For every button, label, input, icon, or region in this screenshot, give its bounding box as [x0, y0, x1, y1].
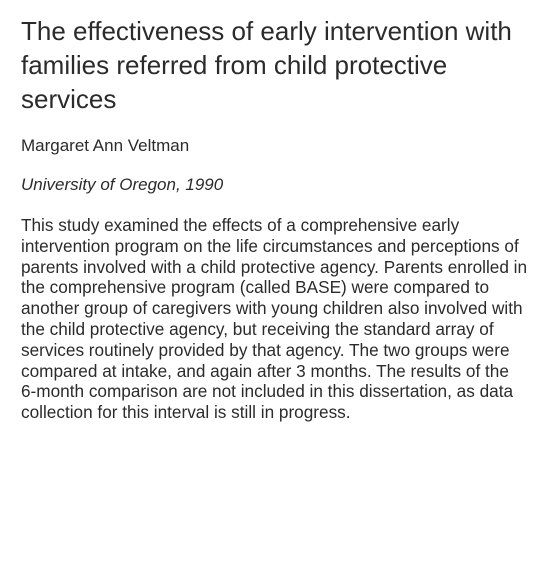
author-name: Margaret Ann Veltman: [21, 136, 190, 155]
abstract-text: This study examined the effects of a comprehensive early intervention program on the life circumstances and perceptions of parents involved with a child protective agency. Parents enrolled in the comprehensive program (called BASE) were compared to another group of caregivers with young children also involved with the child protective agency, but receiving the standard array of services routinely provided by that agency. The two groups were compared at intake, and again after 3 months. The results of the 6-month comparison are not included in this dissertation, as data collection for this interval is still in progress.: [21, 215, 528, 423]
paper-title: The effectiveness of early intervention with families referred from child protective services: [21, 16, 512, 114]
institution-year: University of Oregon, 1990: [21, 175, 224, 194]
